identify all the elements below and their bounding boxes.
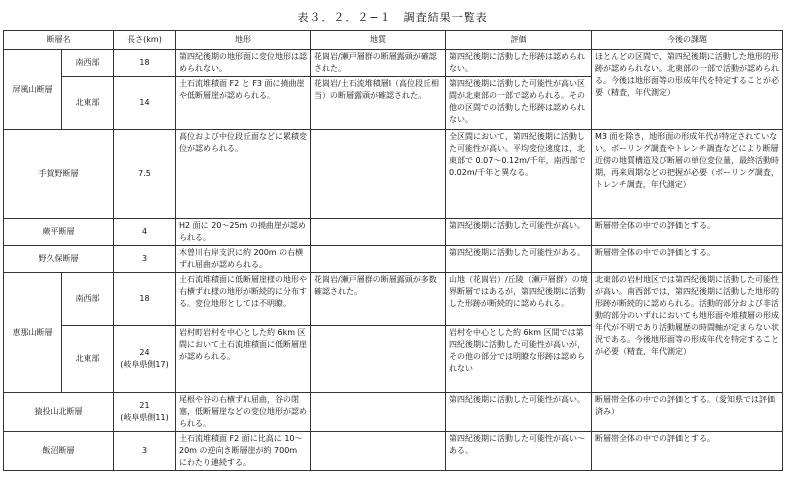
length-value: 4 xyxy=(141,227,148,236)
fault-name: 猿投山北断層 xyxy=(4,393,114,432)
issues-cell: 断層帯全体の中での評価とする。 xyxy=(592,219,783,246)
length-value: 3 xyxy=(141,446,148,455)
issues-cell: 北東部の岩村地区では第四紀後期に活動した可能性が高い。南西部では，第四紀後期に活動した地形的形跡が断続的に認められる。活動的部分および非活動的部分のいずれにおいても地形面や堆積層の形成年代が不明であり活動履歴の時間軸が定まらない状況である。今後地形面等の形成年代を特定することが必要（精査，年代測定） xyxy=(592,273,783,393)
geology-cell xyxy=(311,219,446,246)
issues-cell: 断層帯全体の中での評価とする。（愛知県では評価済み） xyxy=(592,393,783,432)
length-cell xyxy=(114,393,176,432)
geology-cell xyxy=(311,326,446,393)
evaluation-cell: 山地（花崗岩）/丘陵（瀬戸層群）の境界断層ではあるが，第四紀後期に活動した形跡が断続的に認められる。 xyxy=(446,273,592,326)
topography-cell: H2 面に 20〜25m の撓曲崖が認められる。 xyxy=(176,219,311,246)
evaluation-cell: 全区間において、第四紀後期に活動した可能性が高い。平均変位速度は，北東部で 0.07〜0.12m/千年，南西部で 0.02m/千年と異なる。 xyxy=(446,130,592,219)
geology-cell xyxy=(311,246,446,273)
table-row xyxy=(4,219,783,246)
header-topography: 地形 xyxy=(176,31,311,50)
geology-cell: 花崗岩/瀬戸層群の断層露頭が多数確認された。 xyxy=(311,273,446,326)
length-cell xyxy=(114,130,176,219)
fault-name: 野久保断層 xyxy=(4,246,114,273)
geology-cell: 花崗岩/土石流堆積層Ⅰ（高位段丘相当）の断層露頭が確認された。 xyxy=(311,77,446,130)
length-cell xyxy=(114,246,176,273)
survey-results-table xyxy=(3,30,783,471)
issues-cell: 断層帯全体の中での評価とする。 xyxy=(592,246,783,273)
fault-name: 屏風山断層 xyxy=(4,50,62,130)
length-note: (岐阜県側17) xyxy=(120,360,169,369)
length-value: 18 xyxy=(139,58,150,67)
length-cell xyxy=(114,50,176,77)
evaluation-cell: 第四紀後期に活動した可能性が高い区間が北東部の一部で認められる。その他の区間での活動した形跡は認められない。 xyxy=(446,77,592,130)
length-value: 7.5 xyxy=(138,169,151,178)
fault-name: 恵那山断層 xyxy=(4,273,62,393)
length-cell xyxy=(114,77,176,130)
fault-name: 飯沼断層 xyxy=(4,432,114,471)
topography-cell: 岩村町岩村を中心とした約 6km 区間において土石流堆積面に低断層崖が認められる。 xyxy=(176,326,311,393)
table-row xyxy=(4,432,783,471)
topography-cell: 第四紀後期の地形面に変位地形は認められない。 xyxy=(176,50,311,77)
table-row xyxy=(4,130,783,219)
evaluation-cell: 第四紀後期に活動した可能性が高い。 xyxy=(446,393,592,432)
document-title: 表３．２．２−１ 調査結果一覧表 xyxy=(297,11,488,24)
issues-cell: M3 面を除き，地形面の形成年代が特定されていない。ボーリング調査やトレンチ調査などにより断層近傍の地質構造及び断層の単位変位量，最終活動時期，再来周期などの把握が必要（ボーリング調査，トレンチ調査，年代測定） xyxy=(592,130,783,219)
header-issues: 今後の課題 xyxy=(592,31,783,50)
evaluation-cell: 第四紀後期に活動した可能性がある。 xyxy=(446,246,592,273)
segment-name: 南西部 xyxy=(62,273,114,326)
topography-cell: 木曽川右岸支沢に約 200m の右横ずれ屈曲が認められる。 xyxy=(176,246,311,273)
topography-cell: 土石流堆積面 F2 と F3 面に撓曲崖や低断層崖が認められる。 xyxy=(176,77,311,130)
segment-name: 南西部 xyxy=(62,50,114,77)
topography-cell: 尾根や谷の右横ずれ屈曲，谷の閉塞，低断層崖などの変位地形が認められる。 xyxy=(176,393,311,432)
fault-name: 蕨平断層 xyxy=(4,219,114,246)
length-cell xyxy=(114,326,176,393)
length-cell xyxy=(114,432,176,471)
length-value: 24 xyxy=(139,348,150,357)
header-fault: 断層名 xyxy=(4,31,114,50)
segment-name: 北東部 xyxy=(62,77,114,130)
length-value: 14 xyxy=(139,98,150,107)
issues-cell: 断層帯全体の中での評価とする。 xyxy=(592,432,783,471)
topography-cell: 土石流堆積面に低断層崖様の地形や右横ずれ様の地形が断続的に分布する。変位地形としては不明瞭。 xyxy=(176,273,311,326)
geology-cell xyxy=(311,393,446,432)
topography-cell: 高位および中位段丘面などに累積変位が認められる。 xyxy=(176,130,311,219)
geology-cell xyxy=(311,432,446,471)
table-row xyxy=(4,50,783,77)
table-row xyxy=(4,246,783,273)
geology-cell: 花崗岩/瀬戸層群の断層露頭が確認された。 xyxy=(311,50,446,77)
segment-name: 北東部 xyxy=(62,326,114,393)
table-row xyxy=(4,393,783,432)
length-note: (岐阜県側11) xyxy=(120,413,169,422)
length-value: 3 xyxy=(141,254,148,263)
geology-cell xyxy=(311,130,446,219)
topography-cell: 土石流堆積面 F2 面に比高に 10〜20m の逆向き断層崖が約 700m にわたり連続する。 xyxy=(176,432,311,471)
length-cell xyxy=(114,219,176,246)
length-value: 21 xyxy=(139,401,150,410)
header-row xyxy=(4,31,783,50)
header-length: 長さ(km) xyxy=(114,31,176,50)
evaluation-cell: 岩村を中心とした約 6km 区間では第四紀後期に活動した可能性が高いが，その他の部分では明瞭な形跡は認められない xyxy=(446,326,592,393)
header-geology: 地質 xyxy=(311,31,446,50)
table-row xyxy=(4,273,783,326)
evaluation-cell: 第四紀後期に活動した可能性が高い。 xyxy=(446,219,592,246)
evaluation-cell: 第四紀後期に活動した可能性が高い〜ある。 xyxy=(446,432,592,471)
evaluation-cell: 第四紀後期に活動した形跡は認められない。 xyxy=(446,50,592,77)
header-evaluation: 評価 xyxy=(446,31,592,50)
length-value: 18 xyxy=(139,294,150,303)
issues-cell: ほとんどの区間で、第四紀後期に活動した地形的形跡が認められない。北東部の一部で活動が認められる。今後は地形面等の形成年代を特定することが必要（精査，年代測定） xyxy=(592,50,783,130)
length-cell xyxy=(114,273,176,326)
fault-name: 手賀野断層 xyxy=(4,130,114,219)
